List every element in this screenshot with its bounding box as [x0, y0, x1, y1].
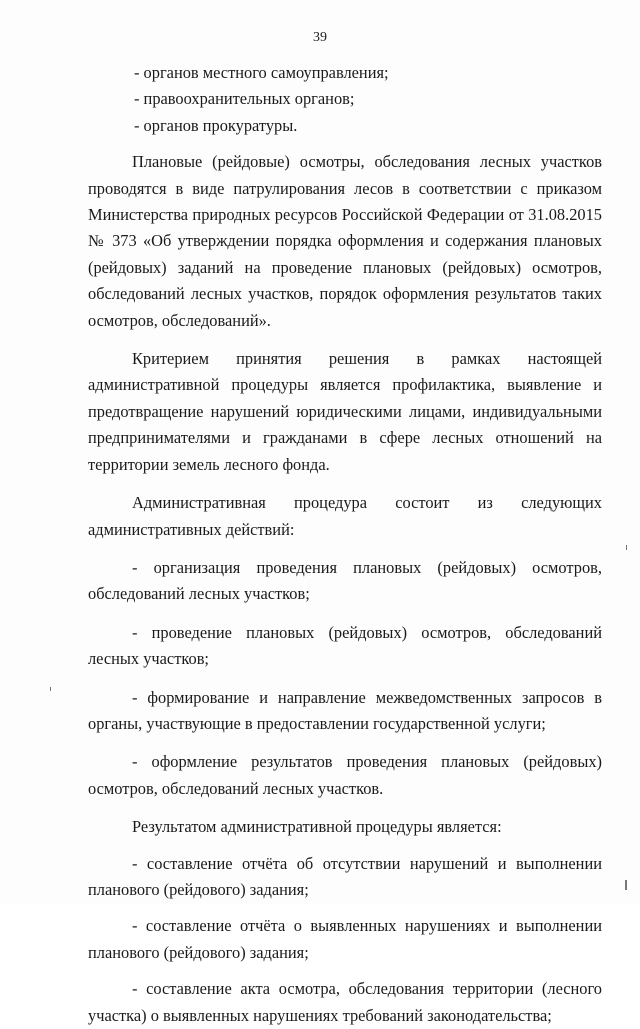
scan-artifact	[50, 687, 51, 691]
scan-artifact	[626, 545, 627, 550]
paragraph-result: Результатом административной процедуры является:	[132, 817, 502, 837]
list-item: - органов прокуратуры.	[134, 115, 298, 135]
scan-artifact	[625, 880, 627, 890]
list-item: - составление акта осмотра, обследования территории (лесного участка) о выявленных нарушениях требований законодательства;	[88, 979, 602, 1025]
list-item: - проведение плановых (рейдовых) осмотров, обследований лесных участков;	[88, 622, 602, 669]
list-item: - органов местного самоуправления;	[134, 63, 389, 82]
paragraph-planned-inspections: Плановые (рейдовые) осмотры, обследования лесных участков проводятся в виде патрулирования лесов в соответствии с приказом Министерства природных ресурсов Российской Федерации от 31.08.2015 № 373 «Об утверждении порядка оформления и содержания плановых (рейдовых) заданий на проведение плановых (рейдовых) осмотров, обследований лесных участков, порядок оформления результатов таких осмотров, обследований».	[88, 152, 602, 330]
page-content	[88, 60, 602, 1029]
list-item: - формирование и направление межведомственных запросов в органы, участвующие в предоставлении государственной услуги;	[88, 687, 602, 733]
paragraph-procedure-actions: Административная процедура состоит из следующих административных действий:	[88, 493, 602, 539]
paragraph-criterion: Критерием принятия решения в рамках настоящей административной процедуры является профилактика, выявление и предотвращение нарушений юридическими лицами, индивидуальными предпринимателями и гражданами в сфере лесных отношений на территории земель лесного фонда.	[88, 349, 602, 474]
list-item: - правоохранительных органов;	[134, 89, 355, 109]
list-item: - составление отчёта об отсутствии нарушений и выполнении планового (рейдового) задания;	[88, 853, 602, 899]
list-item: - оформление результатов проведения плановых (рейдовых) осмотров, обследований лесных участков.	[88, 752, 602, 798]
list-item: - составление отчёта о выявленных нарушениях и выполнении планового (рейдового) задания;	[88, 916, 602, 962]
page-number: 39	[313, 30, 327, 45]
list-item: - организация проведения плановых (рейдовых) осмотров, обследований лесных участков;	[88, 557, 602, 604]
